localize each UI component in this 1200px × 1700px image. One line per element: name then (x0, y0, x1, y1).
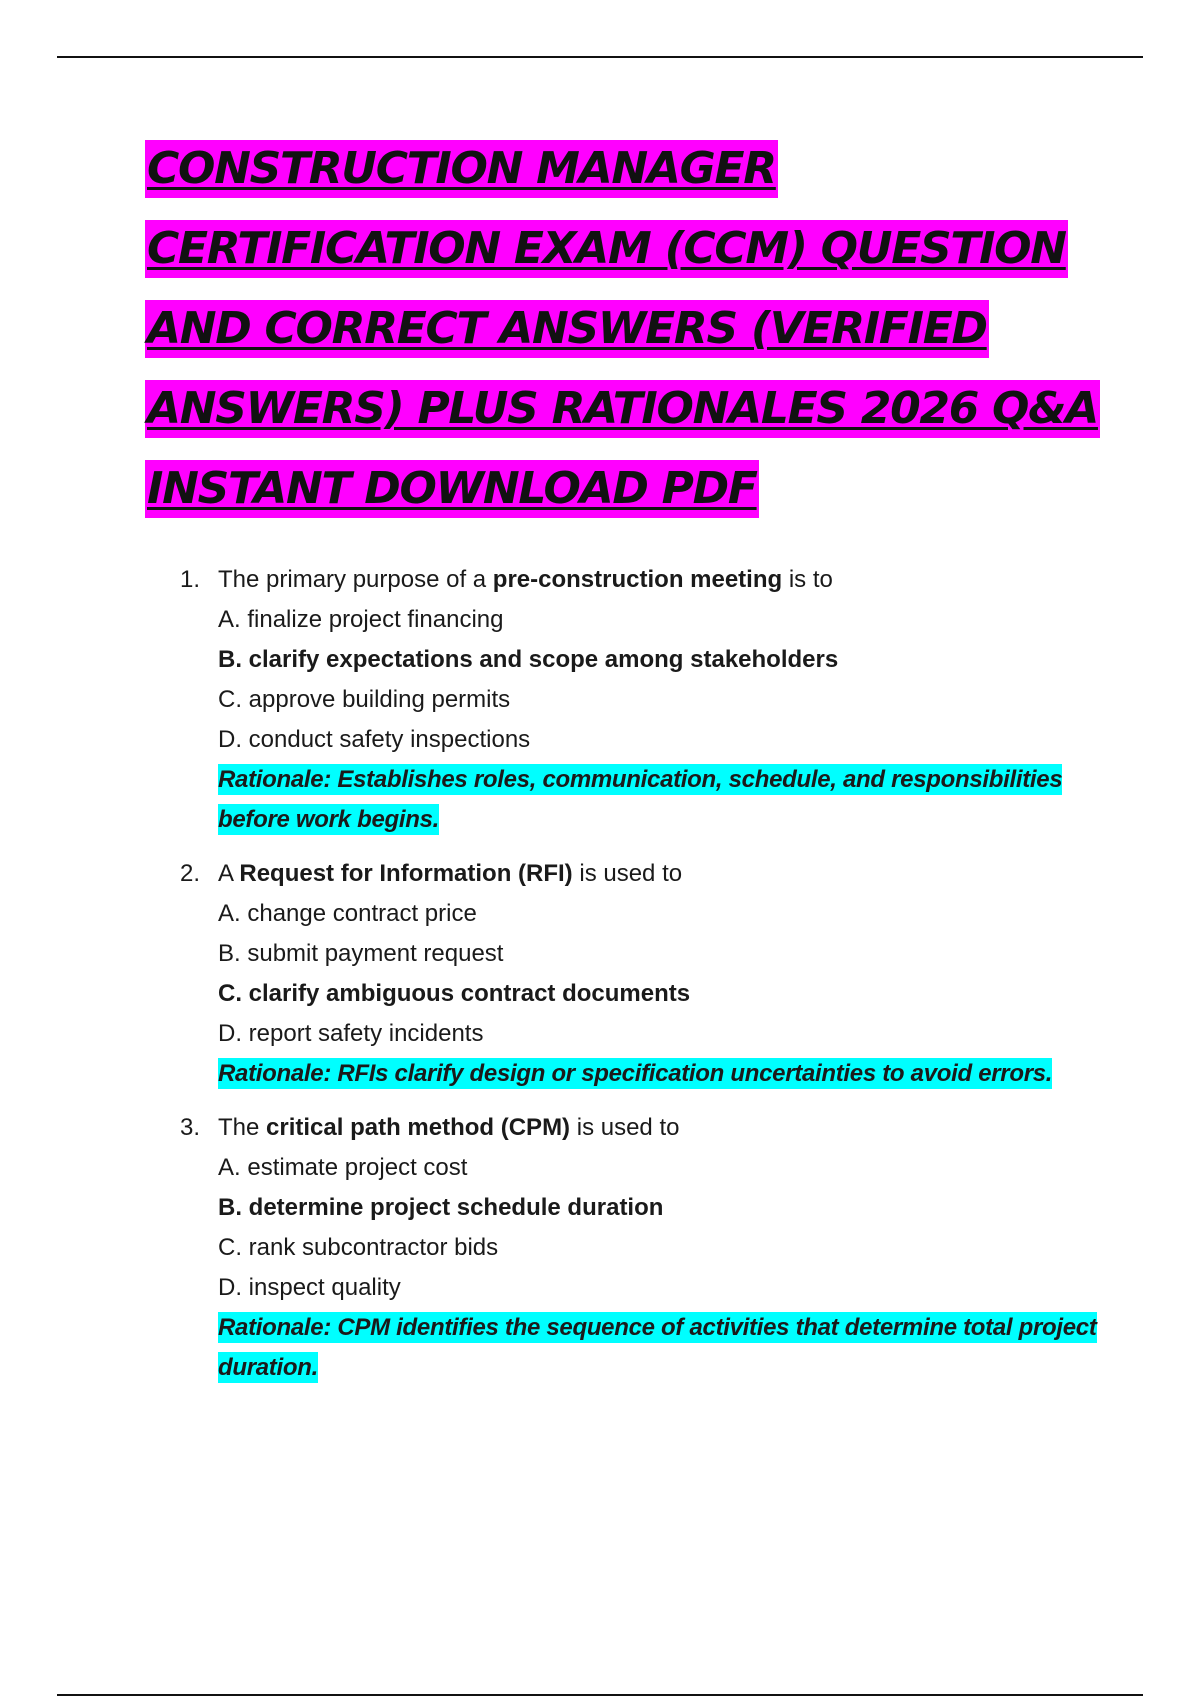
answer-option: B. submit payment request (218, 940, 504, 967)
stem-text: The primary purpose of a (218, 566, 493, 593)
question-stem (218, 854, 1100, 894)
correct-answer-option: B. determine project schedule duration (218, 1194, 664, 1221)
answer-option: A. estimate project cost (218, 1154, 468, 1181)
rationale-text: Rationale: Establishes roles, communication, schedule, and responsibilities before work begins. (218, 766, 1063, 833)
question-item (180, 1108, 1100, 1388)
stem-key-term: Request for Information (RFI) (239, 860, 573, 887)
answer-option: C. rank subcontractor bids (218, 1234, 499, 1261)
question-body (218, 854, 1100, 1094)
question-number: 1. (180, 566, 201, 593)
answer-option: A. finalize project financing (218, 606, 504, 633)
stem-text: A (218, 860, 240, 887)
question-body (218, 1108, 1100, 1388)
title-line (145, 380, 1105, 460)
answer-option: A. change contract price (218, 900, 477, 927)
title-line-text: CERTIFICATION EXAM (CCM) QUESTION (145, 220, 1068, 278)
question-stem (218, 1108, 1100, 1148)
answer-option: D. inspect quality (218, 1274, 401, 1301)
rationale (218, 1308, 1100, 1388)
title-line-text: AND CORRECT ANSWERS (VERIFIED (145, 300, 989, 358)
document-title (145, 140, 1105, 540)
title-line-text: ANSWERS) PLUS RATIONALES 2026 Q&A (145, 380, 1100, 438)
rationale (218, 760, 1100, 840)
question-stem (218, 560, 1100, 600)
rationale-text: Rationale: RFIs clarify design or specification uncertainties to avoid errors. (218, 1060, 1053, 1087)
question-number: 2. (180, 860, 201, 887)
stem-key-term: critical path method (CPM) (266, 1114, 571, 1141)
answer-option: D. conduct safety inspections (218, 726, 531, 753)
title-line (145, 460, 1105, 540)
question-item (180, 854, 1100, 1094)
title-line-text: INSTANT DOWNLOAD PDF (145, 460, 759, 518)
answer-option: C. approve building permits (218, 686, 511, 713)
bottom-rule (57, 1694, 1143, 1696)
rationale-text: Rationale: CPM identifies the sequence of activities that determine total project duration. (218, 1314, 1097, 1381)
question-item (180, 560, 1100, 840)
top-rule (57, 56, 1143, 58)
correct-answer-option: B. clarify expectations and scope among stakeholders (218, 646, 839, 673)
question-list (180, 560, 1100, 1402)
title-line (145, 140, 1105, 220)
stem-key-term: pre-construction meeting (492, 566, 783, 593)
stem-text: The (218, 1114, 267, 1141)
stem-text: is used to (570, 1114, 680, 1141)
question-number: 3. (180, 1114, 201, 1141)
stem-text: is to (782, 566, 833, 593)
rationale (218, 1054, 1100, 1094)
correct-answer-option: C. clarify ambiguous contract documents (218, 980, 691, 1007)
answer-option: D. report safety incidents (218, 1020, 484, 1047)
title-line (145, 300, 1105, 380)
title-line (145, 220, 1105, 300)
title-line-text: CONSTRUCTION MANAGER (145, 140, 778, 198)
stem-text: is used to (572, 860, 683, 887)
question-body (218, 560, 1100, 840)
